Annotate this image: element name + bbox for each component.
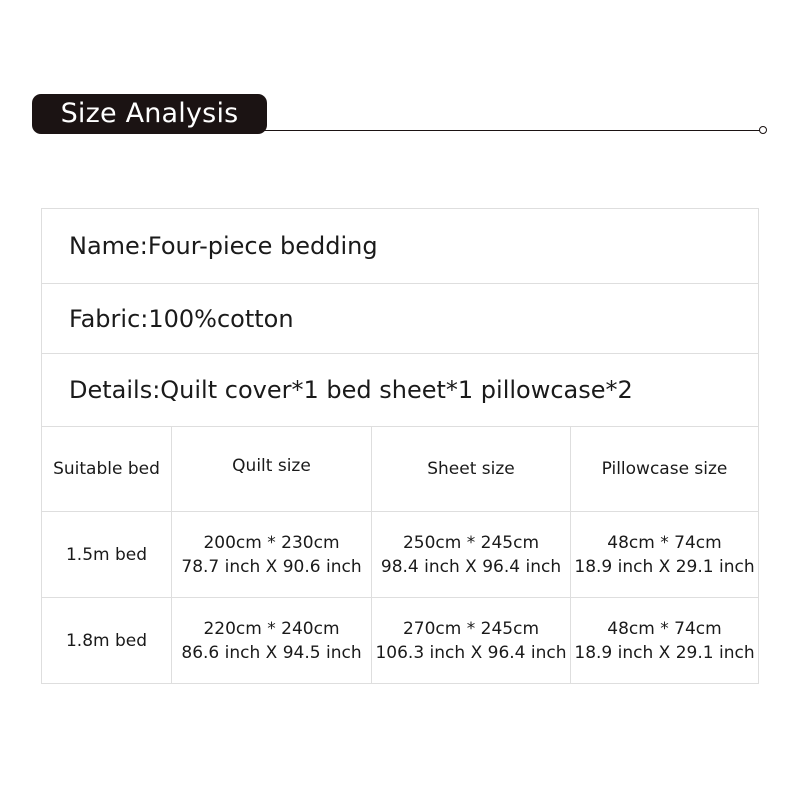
quilt-size-cell — [172, 598, 372, 683]
column-header-pillowcase-size: Pillowcase size — [601, 459, 728, 479]
quilt-size-inch: 78.7 inch X 90.6 inch — [181, 556, 362, 577]
header-line-end-dot — [759, 126, 767, 134]
quilt-size-cm: 200cm * 230cm — [203, 532, 340, 553]
bed-cell — [42, 512, 172, 597]
quilt-size-cm: 220cm * 240cm — [203, 618, 340, 639]
column-header-suitable-bed: Suitable bed — [42, 427, 172, 511]
column-header-sheet-size: Sheet size — [372, 427, 571, 511]
details-row: Details:Quilt cover*1 bed sheet*1 pillowcase*2 — [42, 354, 758, 427]
product-name-row: Name:Four-piece bedding — [42, 209, 758, 284]
table-row — [42, 598, 758, 683]
sheet-size-cell — [372, 598, 571, 683]
section-header — [32, 94, 768, 136]
fabric-row: Fabric:100%cotton — [42, 284, 758, 354]
size-grid — [42, 427, 758, 683]
pillowcase-size-inch: 18.9 inch X 29.1 inch — [574, 642, 755, 663]
pillowcase-size-cm: 48cm * 74cm — [607, 618, 722, 639]
column-header-quilt-size: Quilt size — [172, 427, 372, 511]
bed-label: 1.5m bed — [65, 544, 148, 565]
size-table — [41, 208, 759, 684]
bed-cell — [42, 598, 172, 683]
quilt-size-cell — [172, 512, 372, 597]
table-header-row — [42, 427, 758, 512]
sheet-size-cm: 250cm * 245cm — [402, 532, 540, 553]
pillowcase-size-cell — [571, 598, 758, 683]
sheet-size-cell — [372, 512, 571, 597]
header-divider-line — [264, 130, 760, 131]
table-row — [42, 512, 758, 598]
sheet-size-inch: 106.3 inch X 96.4 inch — [375, 642, 567, 663]
pillowcase-size-cell — [571, 512, 758, 597]
bed-label: 1.8m bed — [65, 630, 148, 651]
sheet-size-inch: 98.4 inch X 96.4 inch — [380, 556, 562, 577]
section-title: Size Analysis — [32, 94, 267, 134]
sheet-size-cm: 270cm * 245cm — [402, 618, 540, 639]
pillowcase-size-inch: 18.9 inch X 29.1 inch — [574, 556, 755, 577]
quilt-size-inch: 86.6 inch X 94.5 inch — [181, 642, 362, 663]
pillowcase-size-cm: 48cm * 74cm — [607, 532, 722, 553]
